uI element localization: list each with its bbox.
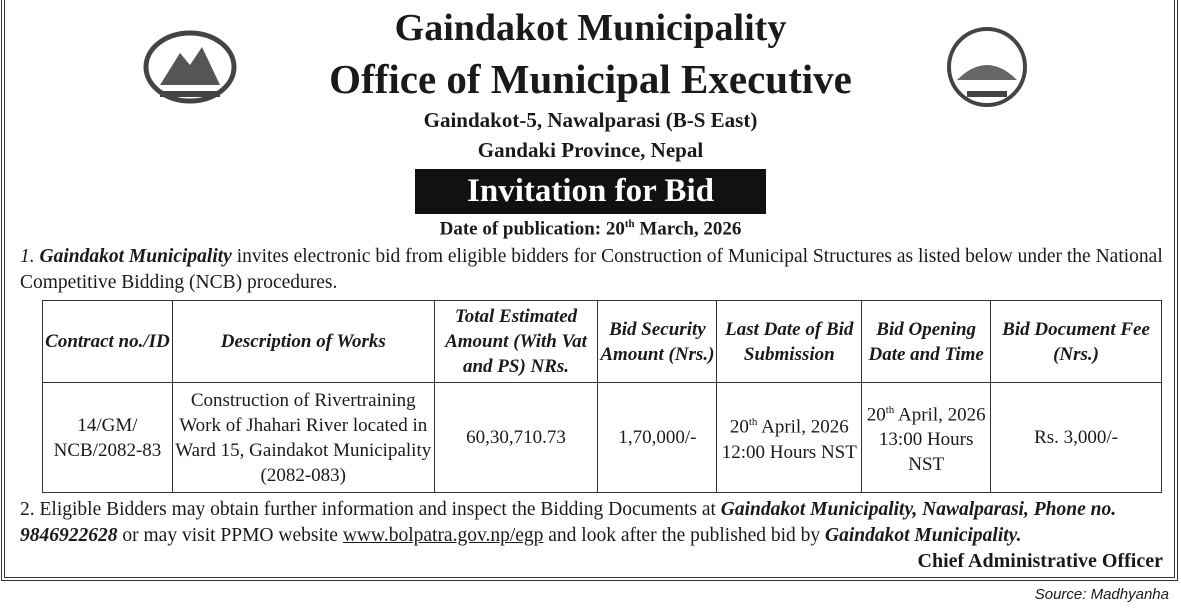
paragraph-2: 2. Eligible Bidders may obtain further information and inspect the Bidding Documents at Gaindakot Municipality, Nawalparasi, Phone no. 9846922628 or may visit PPMO website www.bolpatra.gov.np/egp and look after the published bid by Gaindakot Municipality. [20,499,1117,546]
province-line: Gandaki Province, Nepal [477,138,704,162]
municipality-name: Gaindakot Municipality [394,7,787,49]
source-credit: Source: Madhyanha [1034,586,1169,603]
header-description: Description of Works [172,301,434,383]
paragraph-1: 1. Gaindakot Municipality invites electronic bid from eligible bidders for Construction of Municipal Structures as listed below under the National Competitive Bidding (NCB) procedures. [20,246,1163,293]
address-line: Gaindakot-5, Nawalparasi (B-S East) [423,108,758,132]
cell-amount: 60,30,710.73 [434,383,598,493]
cell-opening: 20th April, 2026 13:00 Hours NST [862,383,991,493]
header-contract: Contract no./ID [43,301,173,383]
cell-security: 1,70,000/- [598,383,717,493]
header-security: Bid Security Amount (Nrs.) [598,301,717,383]
header-fee: Bid Document Fee (Nrs.) [991,301,1162,383]
signature: Chief Administrative Officer [917,550,1163,572]
cell-last-date: 20th April, 2026 12:00 Hours NST [717,383,862,493]
office-name: Office of Municipal Executive [329,56,852,102]
bid-table [42,300,1162,493]
cell-contract: 14/GM/ NCB/2082-83 [43,383,173,493]
cell-fee: Rs. 3,000/- [991,383,1162,493]
table-header-row [43,301,1162,383]
cell-description: Construction of Rivertraining Work of Jhahari River located in Ward 15, Gaindakot Municipality (2082-083) [172,383,434,493]
header-opening: Bid Opening Date and Time [862,301,991,383]
publication-date: Date of publication: 20th March, 2026 [439,218,742,240]
header-last-date: Last Date of Bid Submission [717,301,862,383]
header-amount: Total Estimated Amount (With Vat and PS) NRs. [434,301,598,383]
ppmo-link[interactable]: www.bolpatra.gov.np/egp [342,525,544,546]
notice-title: Invitation for Bid [415,169,766,214]
table-row [43,383,1162,493]
